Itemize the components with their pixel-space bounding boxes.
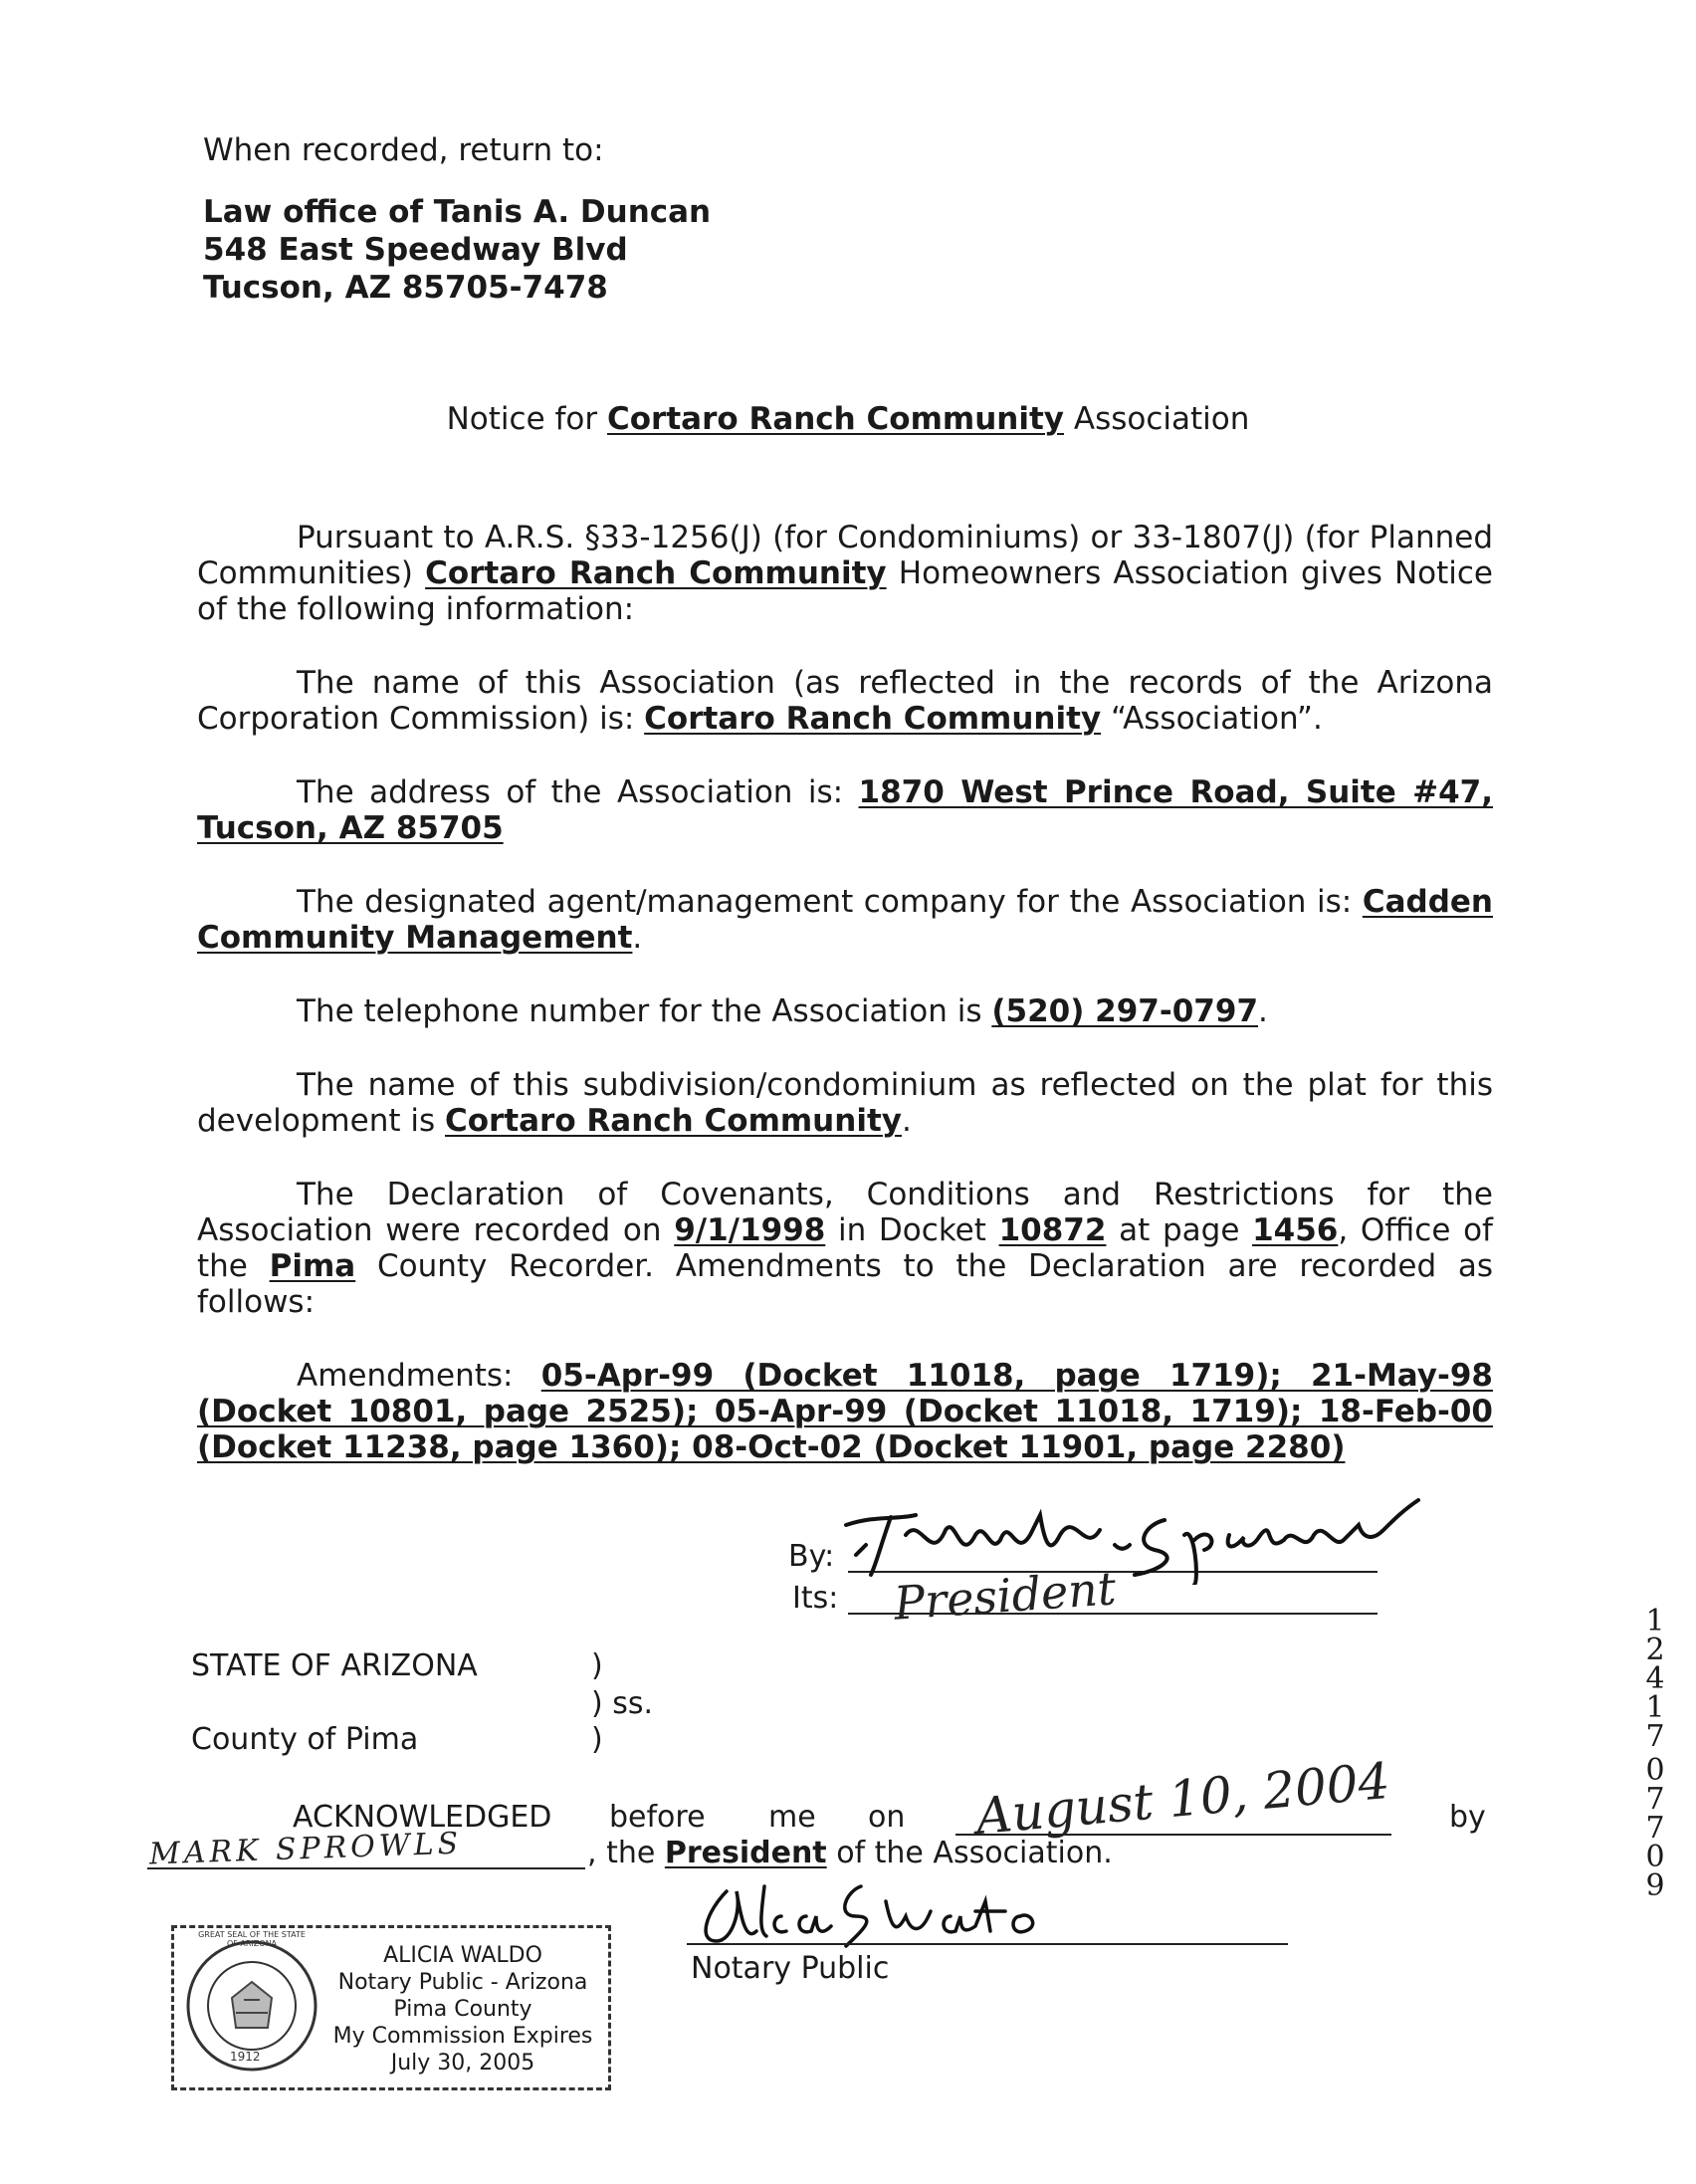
paragraph-subdivision: The name of this subdivision/condominium as reflected on the plat for this development is Cortaro Ranch Community. xyxy=(197,1067,1493,1139)
notice-body xyxy=(197,520,1493,1465)
paragraph-amendments: Amendments: 05-Apr-99 (Docket 11018, page 1719); 21-May-98 (Docket 10801, page 2525); 05-Apr-99 (Docket 11018, 1719); 18-Feb-00 (Docket 11238, page 1360); 08-Oct-02 (Docket 11901, page 2280) xyxy=(197,1358,1493,1465)
paragraph-address: The address of the Association is: 1870 West Prince Road, Suite #47, Tucson, AZ 85705 xyxy=(197,774,1493,846)
return-block xyxy=(203,131,1099,307)
paragraph-agent: The designated agent/management company for the Association is: Cadden Community Management. xyxy=(197,884,1493,956)
venue-paren-1: ) xyxy=(591,1648,603,1683)
signature-its-label: Its: xyxy=(792,1581,839,1616)
return-street: 548 East Speedway Blvd xyxy=(203,232,628,268)
notary-signature xyxy=(687,1871,1125,1961)
return-city: Tucson, AZ 85705-7478 xyxy=(203,270,608,306)
president-signature xyxy=(836,1495,1433,1585)
stamp-text: ALICIA WALDO Notary Public - Arizona Pima County My Commission Expires July 30, 2005 xyxy=(332,1943,593,2075)
association-name: Cortaro Ranch Community xyxy=(607,401,1064,437)
ack-before: before xyxy=(609,1800,706,1835)
venue-paren-3: ) xyxy=(591,1722,603,1757)
ack-by: by xyxy=(1449,1800,1486,1835)
notice-title: Notice for Cortaro Ranch Community Association xyxy=(446,401,1250,437)
venue-county: County of Pima xyxy=(191,1722,419,1757)
signature-by-label: By: xyxy=(788,1539,835,1574)
ack-me: me xyxy=(768,1800,816,1835)
its-title-handwritten: President xyxy=(892,1561,1118,1631)
notary-label: Notary Public xyxy=(691,1951,890,1986)
ack-line-2: , the President of the Association. xyxy=(587,1836,1113,1870)
ack-on: on xyxy=(868,1800,906,1835)
seal-year: 1912 xyxy=(230,2050,261,2064)
venue-state: STATE OF ARIZONA xyxy=(191,1648,478,1683)
return-name: Law office of Tanis A. Duncan xyxy=(203,194,712,230)
side-number-top: 12417 xyxy=(1645,1604,1665,1754)
ack-word: ACKNOWLEDGED xyxy=(293,1800,552,1835)
notary-stamp xyxy=(171,1925,611,2090)
notary-line xyxy=(687,1943,1288,1945)
seal-text: GREAT SEAL OF THE STATE OF ARIZONA xyxy=(198,1930,306,1948)
ack-date-handwritten: August 10, 2004 xyxy=(973,1751,1392,1847)
paragraph-statute: Pursuant to A.R.S. §33-1256(J) (for Condominiums) or 33-1807(J) (for Planned Communities) Cortaro Ranch Community Homeowners Association gives Notice of the following information: xyxy=(197,520,1494,627)
paragraph-declaration: The Declaration of Covenants, Conditions and Restrictions for the Association were recorded on 9/1/1998 in Docket 10872 at page 1456, Office of the Pima County Recorder. Amendments to the Declaration are recorded as follows: xyxy=(197,1177,1494,1320)
paragraph-telephone: The telephone number for the Association is (520) 297-0797. xyxy=(297,993,1268,1029)
side-number-bottom: 07709 xyxy=(1645,1753,1665,1903)
ack-name-handwritten: MARK SPROWLS xyxy=(148,1826,463,1872)
paragraph-association-name: The name of this Association (as reflected in the records of the Arizona Corporation Commission) is: Cortaro Ranch Community “Association”. xyxy=(197,665,1493,737)
return-heading: When recorded, return to: xyxy=(203,132,604,168)
venue-ss: ) ss. xyxy=(591,1686,654,1721)
